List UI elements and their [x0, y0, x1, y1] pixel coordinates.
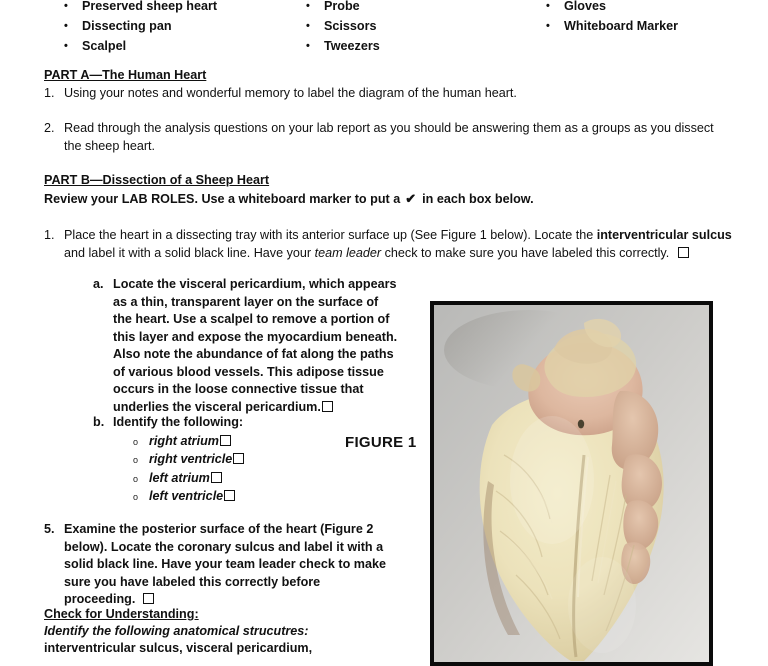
part-a-item-2: [44, 120, 734, 155]
checkbox-left-atrium[interactable]: [211, 472, 222, 483]
sub-marker: b.: [93, 415, 105, 429]
lab-roles-instruction: [44, 190, 734, 209]
sub-marker: a.: [93, 277, 104, 291]
supply-label: Gloves: [564, 0, 606, 13]
list-item: [133, 470, 393, 489]
bullet-icon: •: [306, 20, 310, 32]
sheep-heart-illustration: [434, 305, 709, 662]
check-understanding-heading: Check for Understanding:: [44, 607, 199, 621]
list-item: [306, 0, 380, 16]
chamber-label: right ventricle: [149, 452, 233, 466]
item-text: Using your notes and wonderful memory to label the diagram of the human heart.: [64, 86, 517, 100]
part-a-item-1: [44, 85, 734, 103]
supplies-list: [0, 0, 768, 56]
check-mark-icon: ✔: [405, 191, 417, 206]
lab-roles-suffix: in each box below.: [422, 192, 534, 206]
checkbox-right-ventricle[interactable]: [233, 453, 244, 464]
part-b-sub-b: [93, 414, 393, 507]
list-item: [306, 36, 380, 56]
item-number: 1.: [44, 86, 55, 100]
list-item: [64, 36, 217, 56]
sub-a-text-4: occurs in the loose connective tissue that underlies the visceral pericardium.: [113, 382, 364, 414]
list-item: [306, 16, 380, 36]
item-5-text-a: Examine the posterior surface of the heart (Figure 2 below). Locate the: [64, 522, 374, 554]
bullet-icon: •: [306, 0, 310, 12]
bullet-icon: •: [306, 40, 310, 52]
supply-label: Dissecting pan: [82, 19, 172, 33]
item-1-text-b: and label it with a solid black line. Have your: [64, 245, 315, 260]
bullet-icon: •: [64, 20, 68, 32]
term-visceral-pericardium: visceral pericardium: [179, 277, 302, 291]
circle-bullet-icon: o: [133, 436, 139, 447]
checkbox-item-1[interactable]: [678, 247, 689, 258]
part-b-item-5: [44, 521, 392, 609]
item-number: 2.: [44, 121, 55, 135]
list-item: [546, 16, 678, 36]
item-5-text-b: and label it with a solid black line. Have your team leader check to make sure you have labeled this correctly before proceeding.: [64, 539, 386, 606]
chamber-label: left atrium: [149, 470, 210, 485]
supply-label: Scissors: [324, 19, 377, 33]
check-understanding-prompt: Identify the following anatomical strucutres:: [44, 624, 309, 638]
sub-a-text-2: , which appears as a thin, transparent layer on the surface of the heart. Use a scalpel to remove a portion of this layer and expose the: [113, 277, 397, 344]
supplies-column-3: [546, 0, 678, 36]
chamber-label: right atrium: [149, 433, 219, 448]
part-b-heading: PART B—Dissection of a Sheep Heart: [44, 173, 270, 187]
term-team-leader: team leader: [314, 245, 382, 260]
item-5-text: [64, 521, 392, 609]
term-adipose-tissue: adipose tissue: [296, 364, 384, 379]
checkbox-right-atrium[interactable]: [220, 435, 231, 446]
lab-roles-prefix: Review your LAB ROLES. Use a whiteboard marker to put a: [44, 192, 401, 206]
list-item: [133, 488, 393, 507]
sub-a-text: [113, 276, 398, 416]
figure-1-caption: FIGURE 1: [345, 434, 417, 451]
circle-bullet-icon: o: [133, 455, 139, 465]
chamber-label: left ventricle: [149, 489, 224, 503]
list-item: [546, 0, 678, 16]
term-interventricular-sulcus: interventricular sulcus: [596, 228, 732, 242]
supply-label: Tweezers: [324, 39, 380, 53]
circle-bullet-icon: o: [133, 473, 139, 484]
bullet-icon: •: [546, 20, 550, 32]
item-number: 1.: [44, 228, 55, 242]
sheep-heart-photo: [430, 301, 713, 666]
supply-label: Scalpel: [82, 39, 127, 53]
part-b-item-1: [44, 227, 736, 262]
term-myocardium: myocardium: [266, 329, 342, 344]
item-text: [64, 227, 736, 262]
list-item: [64, 16, 217, 36]
sub-a-text-1: Locate the: [113, 277, 180, 291]
item-number: 5.: [44, 522, 55, 536]
checkbox-sub-a[interactable]: [322, 401, 333, 412]
check-understanding-terms: interventricular sulcus, visceral pericardium,: [44, 641, 313, 655]
bullet-icon: •: [546, 0, 550, 12]
term-coronary-sulcus: coronary sulcus: [177, 539, 275, 554]
circle-bullet-icon: o: [133, 492, 139, 502]
bullet-icon: •: [64, 0, 68, 12]
item-1-text-c: check to make sure you have labeled this correctly.: [381, 245, 670, 260]
supply-label: Probe: [324, 0, 360, 13]
sub-a-text-3: beneath. Also note the abundance of fat along the paths of various blood vessels. This: [113, 329, 398, 379]
list-item: [133, 451, 393, 470]
checkbox-item-5[interactable]: [143, 593, 154, 604]
part-a-heading: PART A—The Human Heart: [44, 68, 207, 82]
list-item: [64, 0, 217, 16]
supplies-column-2: [306, 0, 380, 56]
part-b-sub-a: [93, 276, 398, 416]
sub-b-label: Identify the following:: [113, 415, 244, 429]
item-1-text-a: Place the heart in a dissecting tray with its anterior surface up (See Figure 1 below). Locate the: [64, 228, 597, 242]
supplies-column-1: [64, 0, 217, 56]
supply-label: Whiteboard Marker: [564, 19, 679, 33]
item-text: Read through the analysis questions on your lab report as you should be answering them as a groups as you dissect the sheep heart.: [64, 121, 714, 153]
supply-label: Preserved sheep heart: [82, 0, 218, 13]
bullet-icon: •: [64, 40, 68, 52]
checkbox-left-ventricle[interactable]: [224, 490, 235, 501]
